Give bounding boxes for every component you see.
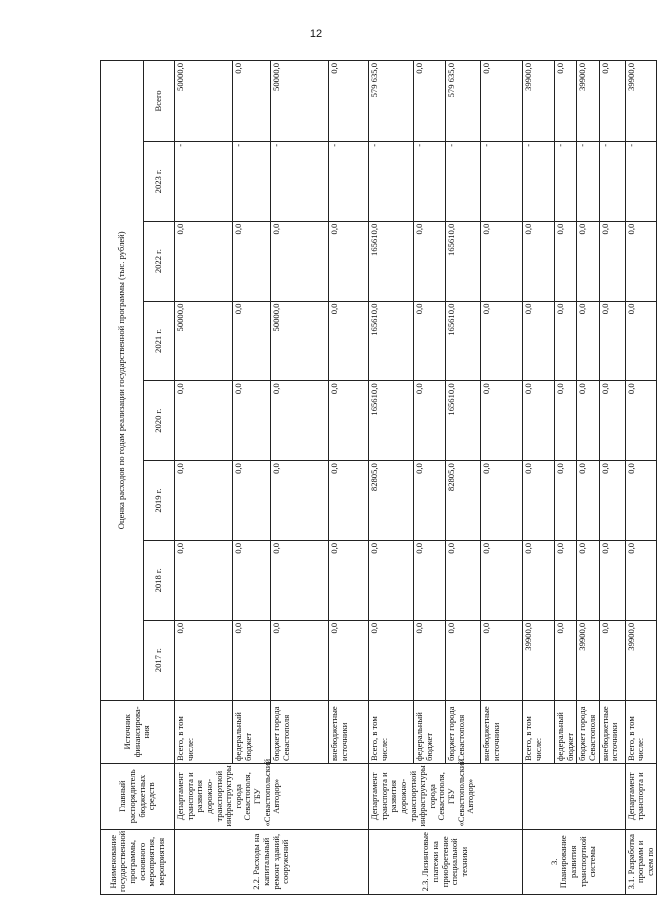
value-cell: - [414,141,446,221]
value-cell: 0,0 [175,620,233,700]
value-cell: 0,0 [414,301,446,381]
total-cell: 0,0 [599,61,625,142]
value-cell: - [577,141,599,221]
value-cell: 0,0 [329,620,369,700]
value-cell: 0,0 [369,540,414,620]
budget-table [100,60,657,895]
value-cell: 0,0 [233,301,271,381]
row-source: Всего, в том числе: [175,700,233,763]
value-cell: 165610,0 [369,301,414,381]
row-source: бюджет города Севастополя [577,700,599,763]
value-cell: 0,0 [233,540,271,620]
header-name: Наименование государственной программы, основного мероприятия, мероприятия [101,829,175,894]
value-cell: 165610,0 [369,381,414,461]
header-year-2021: 2021 г. [144,301,175,381]
value-cell: 0,0 [175,221,233,301]
total-cell: 39900,0 [625,61,657,142]
value-cell: 0,0 [446,540,481,620]
value-cell: 0,0 [523,461,555,541]
value-cell: 0,0 [175,461,233,541]
value-cell: 0,0 [555,221,577,301]
value-cell: 0,0 [369,620,414,700]
value-cell: - [446,141,481,221]
row-source: Всего, в том числе: [625,700,657,763]
table-rotation-box [100,60,655,895]
row-source: федеральный бюджет [555,700,577,763]
value-cell: 0,0 [555,381,577,461]
value-cell: 0,0 [577,221,599,301]
value-cell: 0,0 [481,381,523,461]
row-source: Всего, в том числе: [369,700,414,763]
total-cell: 0,0 [481,61,523,142]
value-cell: 0,0 [625,221,657,301]
value-cell: 0,0 [577,301,599,381]
total-cell: 0,0 [329,61,369,142]
total-cell: 50000,0 [271,61,329,142]
value-cell: - [175,141,233,221]
row-executor [523,764,626,829]
value-cell: 0,0 [625,301,657,381]
value-cell: 165610,0 [446,301,481,381]
total-cell: 0,0 [555,61,577,142]
value-cell: - [555,141,577,221]
value-cell: 0,0 [523,381,555,461]
value-cell: - [271,141,329,221]
value-cell: 0,0 [329,381,369,461]
value-cell: 0,0 [414,381,446,461]
value-cell: 0,0 [233,381,271,461]
row-source: внебюджетные источники [481,700,523,763]
value-cell: 0,0 [625,461,657,541]
row-name: 2.3. Лизинговые платежи на приобретение специальной техники [369,829,523,894]
total-cell: 39900,0 [523,61,555,142]
value-cell: 0,0 [271,221,329,301]
header-year-2020: 2020 г. [144,381,175,461]
value-cell: 50000,0 [175,301,233,381]
row-name: 2.2. Расходы на капитальный ремонт зданий, сооружений [175,829,369,894]
value-cell: 0,0 [329,221,369,301]
value-cell: 0,0 [577,461,599,541]
value-cell: 0,0 [329,540,369,620]
total-cell: 39900,0 [577,61,599,142]
total-cell: 0,0 [414,61,446,142]
header-source: Источник финансирова-ния [101,700,175,763]
value-cell: 50000,0 [271,301,329,381]
header-estimate: Оценка расходов по годам реализации государственной программы (тыс. рублей) [101,61,144,701]
value-cell: 0,0 [233,461,271,541]
value-cell: 0,0 [599,540,625,620]
table-row [523,61,555,895]
header-row-1 [101,61,144,895]
value-cell: 0,0 [599,221,625,301]
value-cell: 0,0 [446,620,481,700]
value-cell: 165610,0 [369,221,414,301]
header-year-2018: 2018 г. [144,540,175,620]
value-cell: - [369,141,414,221]
value-cell: 0,0 [481,461,523,541]
value-cell: 0,0 [481,540,523,620]
value-cell: 0,0 [271,461,329,541]
value-cell: 0,0 [523,221,555,301]
table-row [369,61,414,895]
value-cell: 0,0 [555,620,577,700]
value-cell: 0,0 [481,301,523,381]
value-cell: 0,0 [555,301,577,381]
value-cell: 0,0 [481,221,523,301]
value-cell: 0,0 [271,540,329,620]
value-cell: 165610,0 [446,381,481,461]
value-cell: 39900,0 [577,620,599,700]
value-cell: 39900,0 [523,620,555,700]
value-cell: 0,0 [599,381,625,461]
row-source: бюджет города Севастополя [271,700,329,763]
total-cell: 579 635,0 [369,61,414,142]
value-cell: 0,0 [555,461,577,541]
value-cell: 0,0 [329,461,369,541]
row-source: Всего, в том числе: [523,700,555,763]
header-year-2022: 2022 г. [144,221,175,301]
value-cell: 0,0 [523,540,555,620]
row-source: федеральный бюджет [414,700,446,763]
header-year-2023: 2023 г. [144,141,175,221]
value-cell: - [599,141,625,221]
value-cell: 0,0 [599,461,625,541]
value-cell: 0,0 [625,540,657,620]
row-source: бюджет города Севастополя [446,700,481,763]
value-cell: 0,0 [271,381,329,461]
value-cell: - [233,141,271,221]
row-source: внебюджетные источники [329,700,369,763]
value-cell: 0,0 [175,540,233,620]
value-cell: 0,0 [523,301,555,381]
value-cell: 0,0 [175,381,233,461]
row-source: внебюджетные источники [599,700,625,763]
table-row [625,61,657,895]
rotated-table-area [100,60,655,895]
row-executor: Департамент транспорта и развития дорожно-транспортной инфраструктуры города Севастополя, ГБУ «Севастопольский Автодор» [369,764,523,829]
value-cell: 0,0 [577,540,599,620]
value-cell: 82805,0 [446,461,481,541]
value-cell: 0,0 [233,221,271,301]
header-year-2019: 2019 г. [144,461,175,541]
value-cell: 0,0 [625,381,657,461]
row-source: федеральный бюджет [233,700,271,763]
value-cell: 0,0 [577,381,599,461]
total-cell: 50000,0 [175,61,233,142]
table-row [175,61,233,895]
page-number: 12 [309,28,323,40]
row-executor: Департамент транспорта и развития дорожно-транспортной инфраструктуры города Севастополя, ГБУ «Севастопольский Автодор» [175,764,369,829]
value-cell: 0,0 [414,461,446,541]
value-cell: - [625,141,657,221]
header-year-2017: 2017 г. [144,620,175,700]
row-name: 3.1. Разработка программ и схем по [625,829,657,894]
value-cell: 0,0 [329,301,369,381]
value-cell: 0,0 [414,221,446,301]
value-cell: 0,0 [481,620,523,700]
value-cell: 0,0 [414,540,446,620]
value-cell: 0,0 [414,620,446,700]
row-executor: Департамент транспорта и [625,764,657,829]
table-body [175,61,657,895]
value-cell: - [329,141,369,221]
value-cell: 165610,0 [446,221,481,301]
value-cell: 82805,0 [369,461,414,541]
value-cell: - [481,141,523,221]
value-cell: 0,0 [555,540,577,620]
value-cell: 0,0 [599,620,625,700]
value-cell: 0,0 [599,301,625,381]
total-cell: 579 635,0 [446,61,481,142]
value-cell: 0,0 [271,620,329,700]
header-total: Всего [144,61,175,142]
value-cell: 0,0 [233,620,271,700]
value-cell: - [523,141,555,221]
total-cell: 0,0 [233,61,271,142]
value-cell: 39900,0 [625,620,657,700]
row-name: 3. Планирование развития транспортной системы [523,829,626,894]
header-executor: Главный распорядитель бюджетных средств [101,764,175,829]
